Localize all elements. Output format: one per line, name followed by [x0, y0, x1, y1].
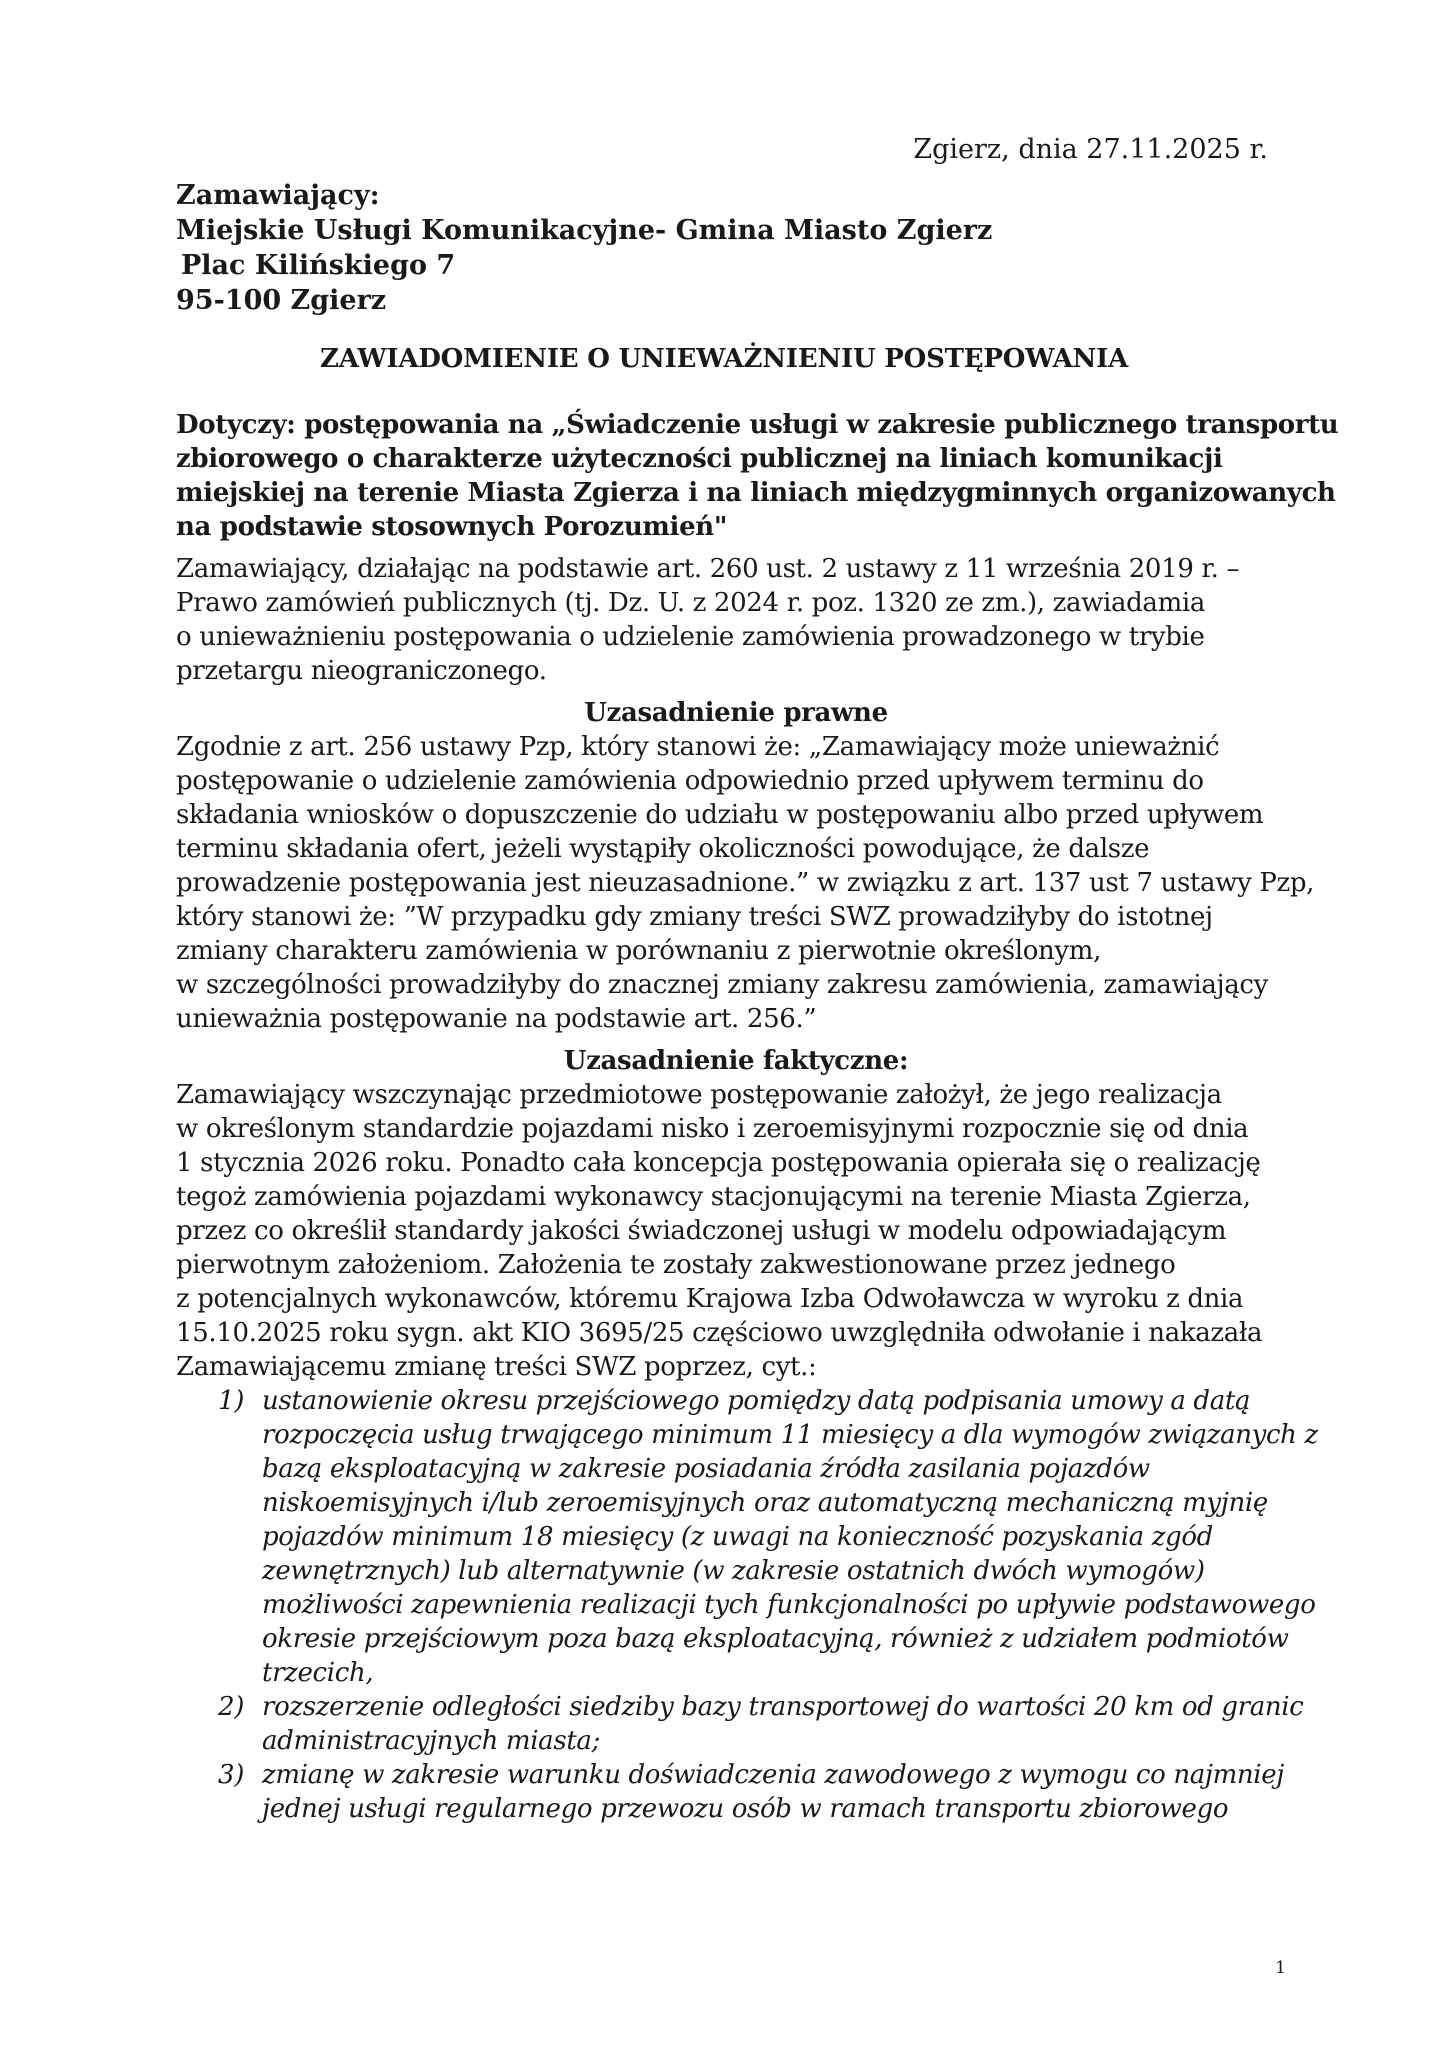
list-item-number: 1) [218, 1386, 244, 1416]
subject-line: na podstawie stosownych Porozumień" [176, 512, 728, 542]
legal-line: terminu składania ofert, jeżeli wystąpiły okoliczności powodujące, że dalsze [176, 834, 1150, 864]
list-item [176, 1690, 1304, 1758]
sender-street: Plac Kilińskiego 7 [181, 250, 456, 281]
subject-paragraph [176, 408, 1339, 544]
list-item-line: pojazdów minimum 18 miesięcy (z uwagi na konieczność pozyskania zgód [262, 1522, 1213, 1552]
list-item-line: bazą eksploatacyjną w zakresie posiadania źródła zasilania pojazdów [262, 1454, 1150, 1484]
legal-line: w szczególności prowadziłyby do znacznej zmiany zakresu zamówienia, zamawiający [176, 970, 1268, 1000]
intro-line: o unieważnieniu postępowania o udzielenie zamówienia prowadzonego w trybie [176, 622, 1205, 652]
list-item-number: 2) [218, 1692, 244, 1722]
sender-name: Miejskie Usługi Komunikacyjne- Gmina Miasto Zgierz [176, 215, 993, 246]
list-item-line: niskoemisyjnych i/lub zeroemisyjnych oraz automatyczną mechaniczną myjnię [262, 1488, 1268, 1518]
list-item-line: trzecich, [262, 1658, 374, 1688]
legal-line: składania wniosków o dopuszczenie do udziału w postępowaniu albo przed upływem [176, 800, 1264, 830]
factual-line: w określonym standardzie pojazdami nisko i zeroemisyjnymi rozpocznie się od dnia [176, 1114, 1249, 1144]
factual-line: 1 stycznia 2026 roku. Ponadto cała koncepcja postępowania opierała się o realizację [176, 1148, 1261, 1178]
legal-line: postępowanie o udzielenie zamówienia odpowiednio przed upływem terminu do [176, 766, 1204, 796]
document-date: Zgierz, dnia 27.11.2025 r. [913, 134, 1268, 165]
subject-line: Dotyczy: postępowania na „Świadczenie usługi w zakresie publicznego transportu [176, 410, 1339, 440]
legal-line: który stanowi że: ”W przypadku gdy zmiany treści SWZ prowadziłyby do istotnej [176, 902, 1213, 932]
sender-city: 95-100 Zgierz [176, 285, 387, 316]
list-item-line: możliwości zapewnienia realizacji tych funkcjonalności po upływie podstawowego [262, 1590, 1316, 1620]
document-body [176, 408, 1339, 1826]
legal-line: Zgodnie z art. 256 ustawy Pzp, który stanowi że: „Zamawiający może unieważnić [176, 732, 1220, 762]
list-item-line: ustanowienie okresu przejściowego pomiędzy datą podpisania umowy a datą [262, 1386, 1251, 1416]
list-item [176, 1758, 1296, 1826]
sender-block [176, 178, 992, 318]
list-item-line: rozszerzenie odległości siedziby bazy transportowej do wartości 20 km od granic [262, 1692, 1304, 1722]
factual-line: przez co określił standardy jakości świadczonej usługi w modelu odpowiadającym [176, 1216, 1227, 1246]
list-item-line: zewnętrznych) lub alternatywnie (w zakresie ostatnich dwóch wymogów) [262, 1556, 1205, 1586]
intro-line: przetargu nieograniczonego. [176, 656, 547, 686]
requirements-list [176, 1384, 1318, 1826]
subject-line: miejskiej na terenie Miasta Zgierza i na liniach międzygminnych organizowanych [176, 478, 1336, 508]
subject-line: zbiorowego o charakterze użyteczności publicznej na liniach komunikacji [176, 444, 1223, 474]
list-item [176, 1384, 1318, 1690]
legal-line: prowadzenie postępowania jest nieuzasadnione.” w związku z art. 137 ust 7 ustawy Pzp, [176, 868, 1315, 898]
legal-line: unieważnia postępowanie na podstawie art. 256.” [176, 1004, 817, 1034]
factual-line: 15.10.2025 roku sygn. akt KIO 3695/25 częściowo uwzględniła odwołanie i nakazała [176, 1318, 1263, 1348]
factual-line: pierwotnym założeniom. Założenia te zostały zakwestionowane przez jednego [176, 1250, 1176, 1280]
factual-line: Zamawiającemu zmianę treści SWZ poprzez, cyt.: [176, 1352, 817, 1382]
intro-paragraph [176, 552, 1296, 688]
list-item-number: 3) [218, 1760, 244, 1790]
intro-line: Zamawiający, działając na podstawie art. 260 ust. 2 ustawy z 11 września 2019 r. – [176, 554, 1240, 584]
sender-label: Zamawiający: [176, 180, 380, 211]
list-item-line: jednej usługi regularnego przewozu osób w ramach transportu zbiorowego [262, 1794, 1229, 1824]
list-item-line: okresie przejściowym poza bazą eksploatacyjną, również z udziałem podmiotów [262, 1624, 1289, 1654]
list-item-line: rozpoczęcia usług trwającego minimum 11 miesięcy a dla wymogów związanych z [262, 1420, 1318, 1450]
factual-basis-paragraph [176, 1078, 1296, 1384]
factual-line: tegoż zamówienia pojazdami wykonawcy stacjonującymi na terenie Miasta Zgierza, [176, 1182, 1251, 1212]
page-number: 1 [1275, 1958, 1286, 1978]
legal-line: zmiany charakteru zamówienia w porównaniu z pierwotnie określonym, [176, 936, 1101, 966]
factual-line: Zamawiający wszczynając przedmiotowe postępowanie założył, że jego realizacja [176, 1080, 1222, 1110]
document-title: ZAWIADOMIENIE O UNIEWAŻNIENIU POSTĘPOWANIA [319, 344, 1129, 374]
factual-line: z potencjalnych wykonawców, któremu Krajowa Izba Odwoławcza w wyroku z dnia [176, 1284, 1244, 1314]
legal-basis-paragraph [176, 730, 1315, 1036]
factual-basis-heading: Uzasadnienie faktyczne: [563, 1046, 909, 1076]
list-item-line: zmianę w zakresie warunku doświadczenia zawodowego z wymogu co najmniej [262, 1760, 1285, 1790]
intro-line: Prawo zamówień publicznych (tj. Dz. U. z 2024 r. poz. 1320 ze zm.), zawiadamia [176, 588, 1205, 618]
legal-basis-heading: Uzasadnienie prawne [584, 698, 888, 728]
list-item-line: administracyjnych miasta; [262, 1726, 600, 1756]
